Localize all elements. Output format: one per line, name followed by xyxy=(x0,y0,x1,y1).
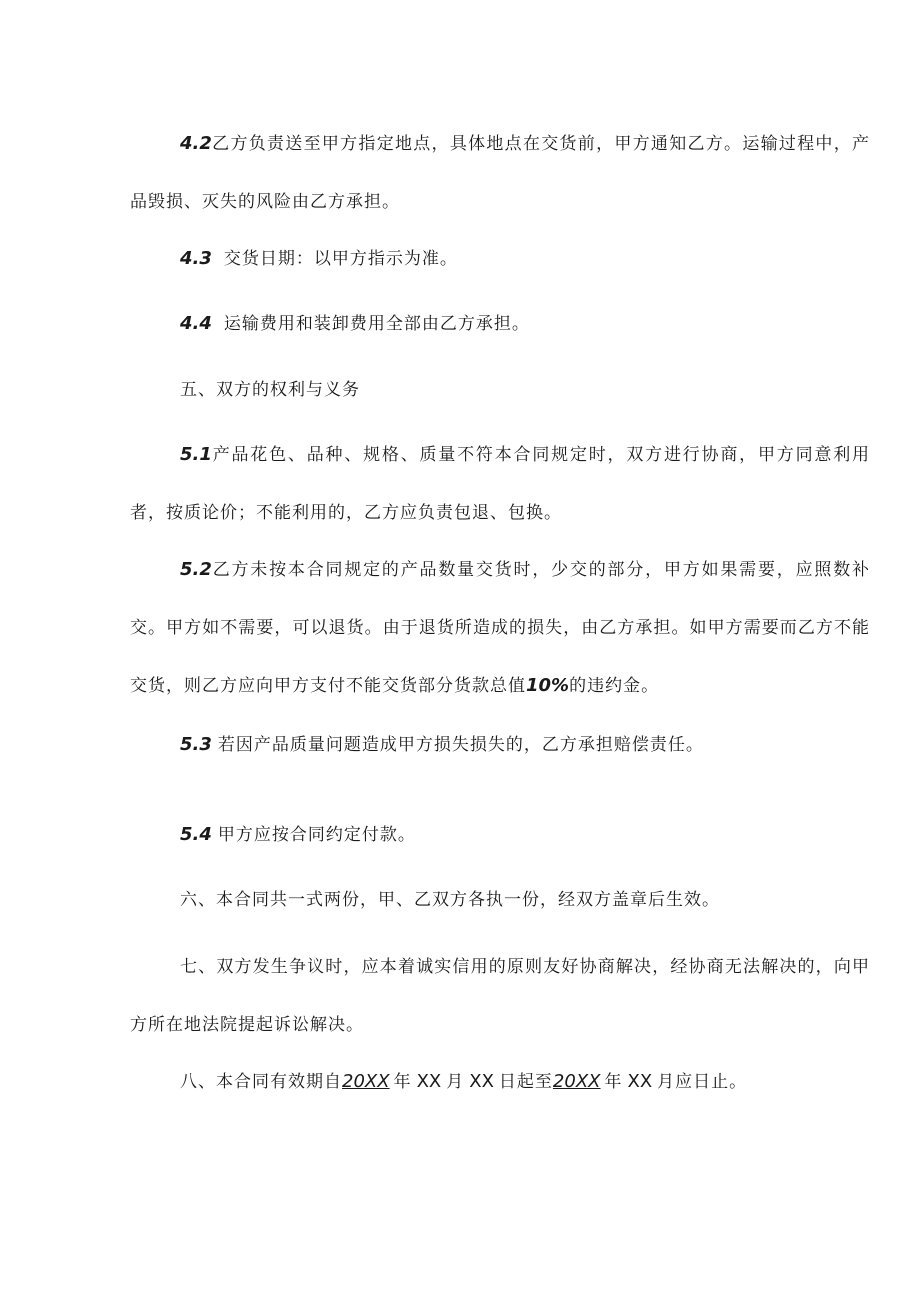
start-month: XX xyxy=(416,1071,442,1092)
section-text: 五、双方的权利与义务 xyxy=(180,380,360,400)
clause-number: 5.3 xyxy=(180,734,212,755)
start-year: 20XX xyxy=(342,1071,390,1092)
end-month: XX xyxy=(627,1071,653,1092)
clause-number: 4.4 xyxy=(180,313,212,334)
clause-5-2 xyxy=(130,541,870,715)
month-char: 月 xyxy=(446,1072,465,1092)
clause-number: 5.2 xyxy=(180,559,212,580)
section-7 xyxy=(130,938,870,1054)
clause-text-b: 的违约金。 xyxy=(569,676,660,696)
clause-text: 甲方应按合同约定付款。 xyxy=(217,825,416,845)
clause-text: 运输费用和装卸费用全部由乙方承担。 xyxy=(223,314,530,334)
end-text: 月应日止。 xyxy=(657,1072,748,1092)
start-day: XX xyxy=(469,1071,494,1092)
penalty-percent: 10% xyxy=(526,675,570,696)
section-8-prefix: 八、本合同有效期自 xyxy=(180,1072,342,1092)
section-8 xyxy=(130,1053,870,1111)
clause-4-3 xyxy=(130,230,870,288)
clause-4-4 xyxy=(130,295,870,353)
clause-text: 产品花色、品种、规格、质量不符本合同规定时，双方进行协商，甲方同意利用者，按质论价；不能利用的，乙方应负责包退、包换。 xyxy=(130,445,870,523)
clause-5-3 xyxy=(130,716,870,774)
clause-number: 4.3 xyxy=(180,248,212,269)
clause-text: 若因产品质量问题造成甲方损失损失的，乙方承担赔偿责任。 xyxy=(217,735,704,755)
section-text: 七、双方发生争议时，应本着诚实信用的原则友好协商解决，经协商无法解决的，向甲方所在地法院提起诉讼解决。 xyxy=(130,957,870,1035)
section-text: 六、本合同共一式两份，甲、乙双方各执一份，经双方盖章后生效。 xyxy=(180,890,720,910)
year-char: 年 xyxy=(393,1072,412,1092)
section-6 xyxy=(130,871,870,929)
mid-text: 日起至 xyxy=(498,1072,553,1092)
clause-number: 5.1 xyxy=(180,444,212,465)
clause-text: 交货日期：以甲方指示为准。 xyxy=(223,249,458,269)
year-char-2: 年 xyxy=(604,1072,623,1092)
clause-number: 4.2 xyxy=(180,133,212,154)
section-5-heading xyxy=(130,361,870,419)
clause-text-a: 乙方未按本合同规定的产品数量交货时，少交的部分，甲方如果需要，应照数补交。甲方如不需要，可以退货。由于退货所造成的损失，由乙方承担。如甲方需要而乙方不能交货，则乙方应向甲方支付不能交货部分货款总值 xyxy=(130,560,870,696)
clause-5-4 xyxy=(130,806,870,864)
end-year: 20XX xyxy=(552,1071,601,1092)
clause-4-2 xyxy=(130,115,870,231)
clause-number: 5.4 xyxy=(180,824,212,845)
clause-5-1 xyxy=(130,426,870,542)
clause-text: 乙方负责送至甲方指定地点，具体地点在交货前，甲方通知乙方。运输过程中，产品毁损、灭失的风险由乙方承担。 xyxy=(130,134,870,212)
